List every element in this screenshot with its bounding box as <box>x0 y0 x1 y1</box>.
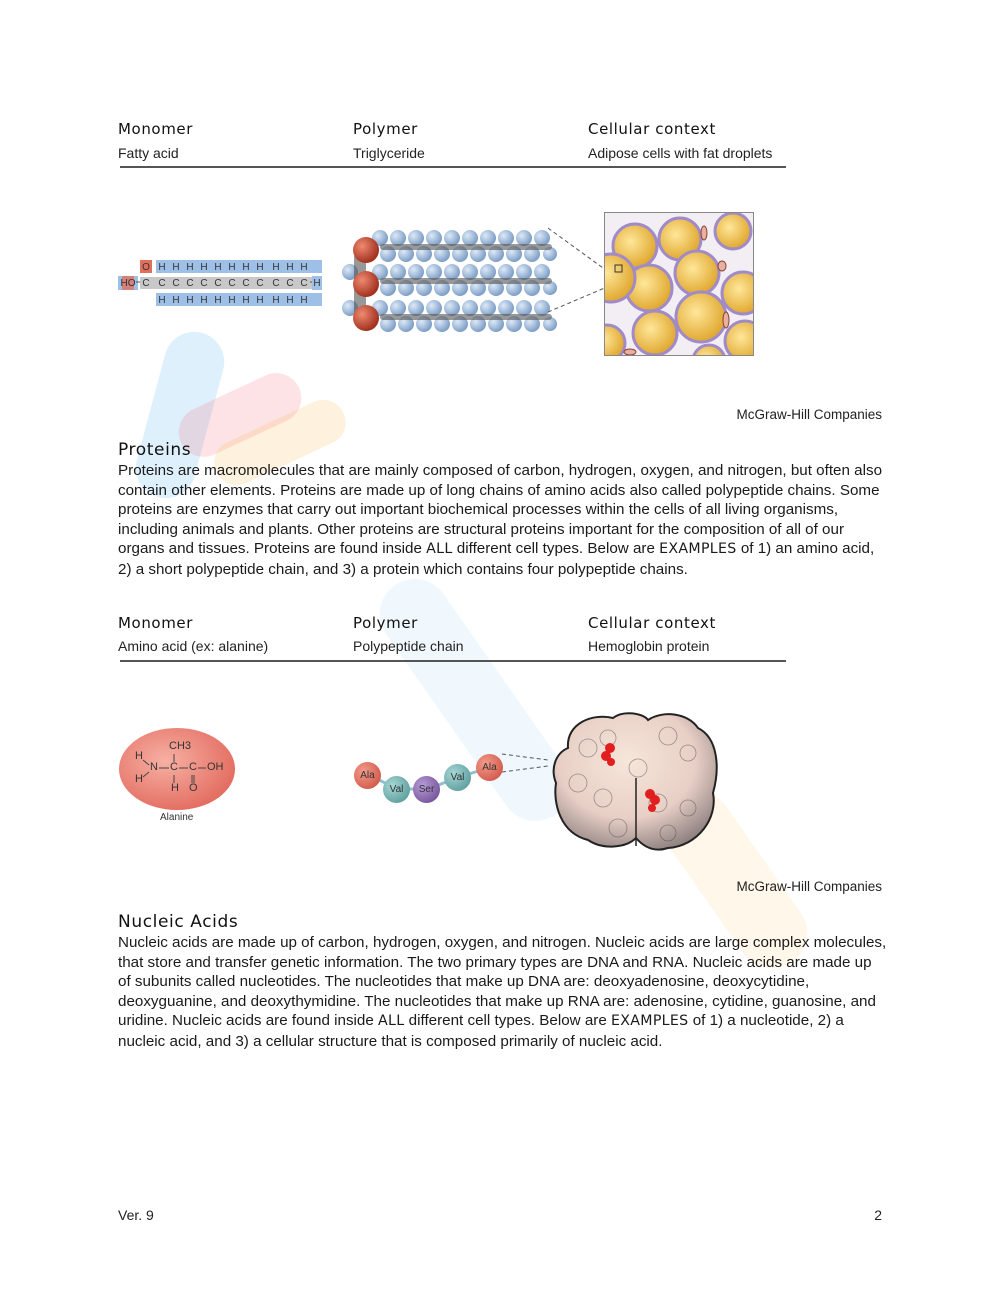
svg-text:H: H <box>313 278 321 289</box>
svg-text:H: H <box>214 262 222 273</box>
paragraph-text: different cell types. Below are <box>452 540 660 558</box>
proteins-paragraph <box>118 461 888 580</box>
alanine-h-top: H <box>135 750 143 762</box>
emphasis-all: ALL <box>378 1013 405 1030</box>
emphasis-examples: EXAMPLES <box>611 1013 689 1030</box>
residue-ser: Ser <box>413 776 440 803</box>
residue-val-1: Val <box>383 776 410 803</box>
watermark <box>171 365 310 465</box>
paragraph-text: of 1) a nucleotide, 2) a nucleic acid, and 3) a cellular structure that is composed primarily of nucleic acid. <box>118 1012 844 1050</box>
svg-text:O: O <box>142 262 150 273</box>
residue-ala-2: Ala <box>476 754 503 781</box>
header-polymer: Polymer <box>353 120 418 138</box>
paragraph-text: Nucleic acids are made up of carbon, hydrogen, oxygen, and nitrogen. Nucleic acids are large complex molecules, that store and transfer genetic information. The two primary types are DNA and RNA. Nucleic acids are made up of subunits called nucleotides. The nucleotides that make up DNA are: deoxyadenosine, deoxycytidine, deoxyguanine, and deoxythymidine. The nucleotides that make up RNA are: adenosine, cytidine, guanosine, and uridine. Nucleic acids are found inside <box>118 934 887 1030</box>
svg-text:H: H <box>172 295 180 306</box>
alanine-o: O <box>189 782 198 794</box>
svg-text:H: H <box>186 262 194 273</box>
triglyceride-spacefill-icon <box>340 222 560 357</box>
svg-text:H: H <box>200 295 208 306</box>
table-divider <box>120 660 786 662</box>
adipose-cells-icon <box>605 213 753 355</box>
svg-text:C: C <box>300 278 308 289</box>
svg-text:H: H <box>186 295 194 306</box>
header-monomer: Monomer <box>118 120 194 138</box>
svg-text:C: C <box>214 278 222 289</box>
svg-text:H: H <box>300 262 308 273</box>
svg-text:C: C <box>228 278 236 289</box>
header-context: Cellular context <box>588 614 716 632</box>
value-monomer: Amino acid (ex: alanine) <box>118 638 269 654</box>
image-credit: McGraw-Hill Companies <box>736 879 882 894</box>
svg-text:H: H <box>172 262 180 273</box>
footer-page-number: 2 <box>874 1207 882 1223</box>
alanine-bonds-icon <box>119 728 237 808</box>
alanine-figure <box>119 728 237 828</box>
hemoglobin-protein-icon <box>548 708 723 853</box>
svg-text:C: C <box>172 278 180 289</box>
svg-text:H: H <box>272 295 280 306</box>
triglyceride-figure <box>340 222 560 357</box>
section-title-nucleic-acids: Nucleic Acids <box>118 912 239 932</box>
header-monomer: Monomer <box>118 614 194 632</box>
polypeptide-chain-figure <box>352 752 552 806</box>
svg-text:H: H <box>286 295 294 306</box>
svg-text:HO: HO <box>120 278 136 289</box>
image-credit: McGraw-Hill Companies <box>736 407 882 422</box>
svg-text:H: H <box>214 295 222 306</box>
svg-text:H: H <box>242 295 250 306</box>
value-context: Adipose cells with fat droplets <box>588 145 773 161</box>
svg-text:C: C <box>158 278 166 289</box>
alanine-oh: OH <box>207 761 224 773</box>
emphasis-examples: EXAMPLES <box>659 541 737 558</box>
emphasis-all: ALL <box>426 541 453 558</box>
alanine-h-bottom: H <box>135 773 143 785</box>
alanine-caption: Alanine <box>160 812 194 823</box>
value-context: Hemoglobin protein <box>588 638 710 654</box>
paragraph-text: different cell types. Below are <box>404 1012 611 1030</box>
svg-text:H: H <box>256 295 264 306</box>
fatty-acid-figure <box>118 258 324 308</box>
residue-ala-1: Ala <box>354 762 381 789</box>
nucleic-acids-paragraph <box>118 933 888 1052</box>
svg-text:H: H <box>158 262 166 273</box>
svg-text:C: C <box>242 278 250 289</box>
svg-text:H: H <box>242 262 250 273</box>
alanine-n: N <box>150 761 158 773</box>
alanine-h-alpha: H <box>171 782 179 794</box>
table-divider <box>120 166 786 168</box>
svg-text:H: H <box>272 262 280 273</box>
svg-text:H: H <box>228 295 236 306</box>
svg-text:C: C <box>272 278 280 289</box>
svg-text:H: H <box>200 262 208 273</box>
value-polymer: Triglyceride <box>353 145 425 161</box>
alanine-c2: C <box>189 761 197 773</box>
adipose-tissue-figure <box>604 212 754 356</box>
alanine-c1: C <box>170 761 178 773</box>
svg-text:H: H <box>228 262 236 273</box>
svg-text:H: H <box>158 295 166 306</box>
svg-text:C: C <box>200 278 208 289</box>
svg-text:C: C <box>286 278 294 289</box>
residue-val-2: Val <box>444 764 471 791</box>
value-polymer: Polypeptide chain <box>353 638 464 654</box>
svg-text:C: C <box>256 278 264 289</box>
hemoglobin-figure <box>548 708 723 853</box>
header-context: Cellular context <box>588 120 716 138</box>
svg-text:H: H <box>300 295 308 306</box>
value-monomer: Fatty acid <box>118 145 179 161</box>
header-polymer: Polymer <box>353 614 418 632</box>
section-title-proteins: Proteins <box>118 440 192 460</box>
svg-text:C: C <box>142 278 150 289</box>
svg-text:H: H <box>286 262 294 273</box>
svg-text:H: H <box>256 262 264 273</box>
footer-version: Ver. 9 <box>118 1207 154 1223</box>
paragraph-text: of 1) an amino acid, 2) a short polypeptide chain, and 3) a protein which contains four polypeptide chains. <box>118 540 875 578</box>
fatty-acid-structure-icon <box>118 258 324 308</box>
svg-text:C: C <box>186 278 194 289</box>
alanine-ch3: CH3 <box>169 740 192 752</box>
paragraph-text: Proteins are macromolecules that are mainly composed of carbon, hydrogen, oxygen, and nitrogen, but often also contain other elements. Proteins are made up of long chains of amino acids also called polypeptide chains. Some proteins are enzymes that carry out important biochemical processes within the cells of all living organisms, including animals and plants. Other proteins are structural proteins important for the composition of all of our organs and tissues. Proteins are found inside <box>118 462 883 558</box>
